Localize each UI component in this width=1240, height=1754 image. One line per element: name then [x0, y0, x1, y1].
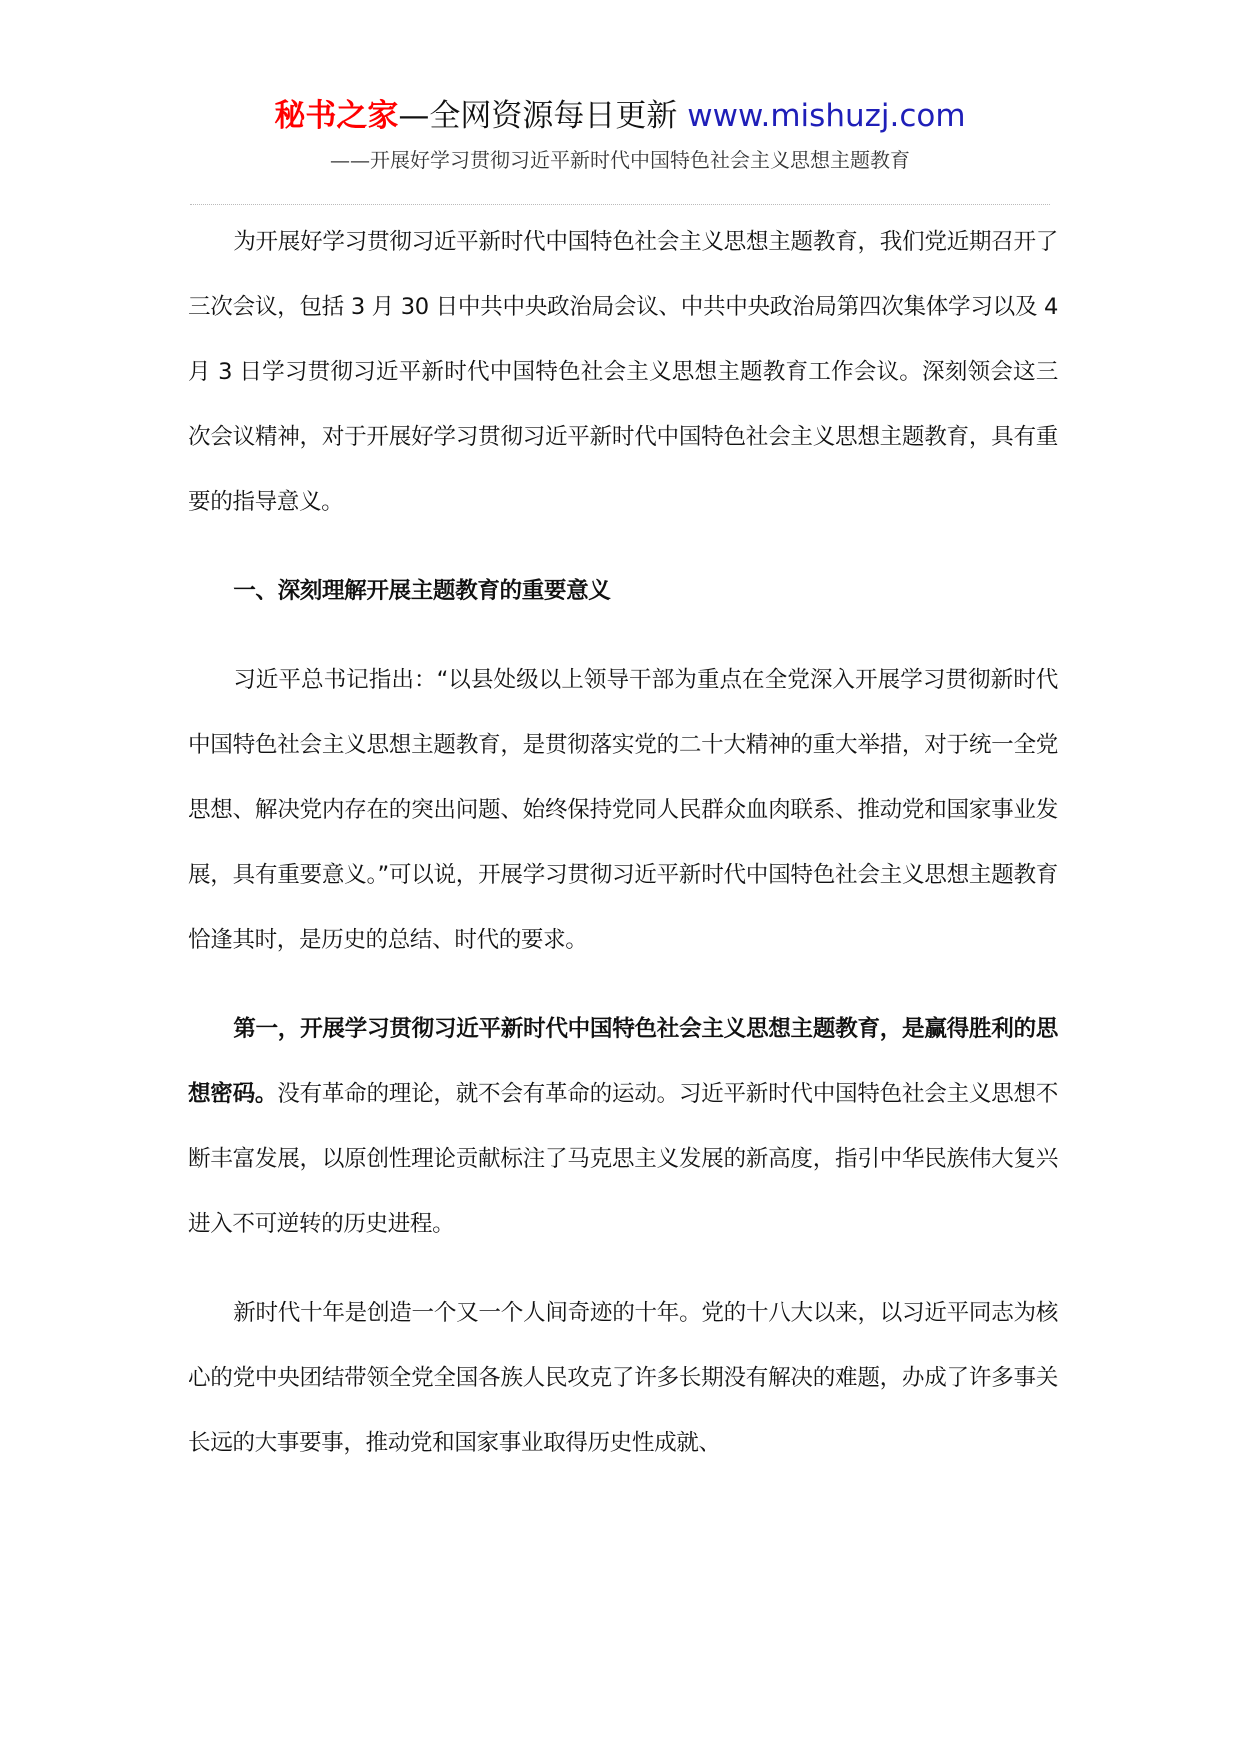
brand-name: 秘书之家: [274, 98, 399, 134]
site-banner: [0, 96, 1240, 136]
quote-paragraph: 习近平总书记指出：“以县处级以上领导干部为重点在全党深入开展学习贯彻新时代中国特色社会主义思想主题教育，是贯彻落实党的二十大精神的重大举措，对于统一全党思想、解决党内存在的突出问题、始终保持党同人民群众血肉联系、推动党和国家事业发展，具有重要意义。”可以说，开展学习贯彻习近平新时代中国特色社会主义思想主题教育恰逢其时，是历史的总结、时代的要求。: [188, 667, 1058, 953]
first-point-lead: 第一，开展学习贯彻习近平新时代中国特色社会主义思想主题教育，是赢得胜利的思想密码。: [188, 1016, 1058, 1107]
page-header: [0, 96, 1240, 174]
first-point-body: 没有革命的理论，就不会有革命的运动。习近平新时代中国特色社会主义思想不断丰富发展，以原创性理论贡献标注了马克思主义发展的新高度，指引中华民族伟大复兴进入不可逆转的历史进程。: [188, 1081, 1059, 1237]
document-body: [188, 210, 1058, 1500]
first-point-paragraph: [188, 997, 1058, 1257]
intro-paragraph: 为开展好学习贯彻习近平新时代中国特色社会主义思想主题教育，我们党近期召开了三次会议，包括 3 月 30 日中共中央政治局会议、中共中央政治局第四次集体学习以及 4 月 3 日学习贯彻习近平新时代中国特色社会主义思想主题教育工作会议。深刻领会这三次会议精神，对于开展好学习贯彻习近平新时代中国特色社会主义思想主题教育，具有重要的指导意义。: [188, 229, 1058, 515]
section-heading: 一、深刻理解开展主题教育的重要意义: [233, 578, 611, 604]
site-url-link[interactable]: www.mishuzj.com: [687, 98, 966, 134]
site-tagline: —全网资源每日更新: [398, 98, 678, 134]
header-divider: [190, 204, 1050, 205]
new-era-paragraph: 新时代十年是创造一个又一个人间奇迹的十年。党的十八大以来，以习近平同志为核心的党中央团结带领全党全国各族人民攻克了许多长期没有解决的难题，办成了许多事关长远的大事要事，推动党和国家事业取得历史性成就、: [188, 1300, 1058, 1456]
document-subtitle: ——开展好学习贯彻习近平新时代中国特色社会主义思想主题教育: [330, 148, 910, 172]
